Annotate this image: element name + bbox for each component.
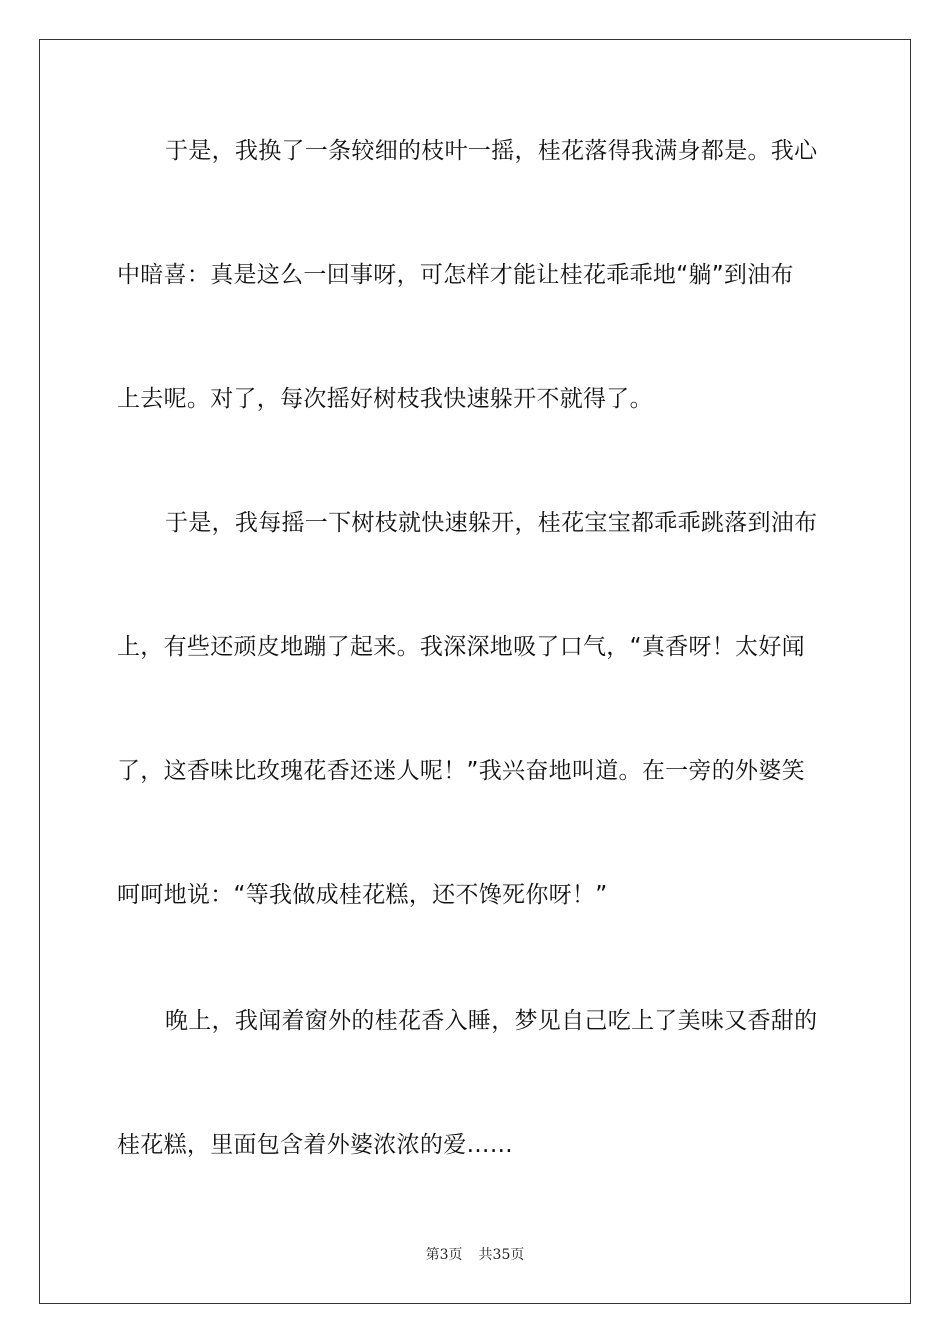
paragraph-line: 了，这香味比玫瑰花香还迷人呢！”我兴奋地叫道。在一旁的外婆笑 bbox=[117, 758, 805, 784]
paragraph-line: 于是，我每摇一下树枝就快速躲开，桂花宝宝都乖乖跳落到油布 bbox=[165, 510, 818, 536]
paragraph-line: 晚上，我闻着窗外的桂花香入睡，梦见自己吃上了美味又香甜的 bbox=[165, 1008, 818, 1034]
paragraph-line: 呵呵地说：“等我做成桂花糕，还不馋死你呀！” bbox=[117, 882, 608, 908]
page-frame bbox=[39, 39, 911, 1304]
page-total: 共35页 bbox=[478, 1247, 525, 1263]
page-number: 第3页 bbox=[425, 1247, 463, 1263]
paragraph-line: 上，有些还顽皮地蹦了起来。我深深地吸了口气，“真香呀！太好闻 bbox=[117, 634, 805, 660]
paragraph-line: 于是，我换了一条较细的枝叶一摇，桂花落得我满身都是。我心 bbox=[165, 138, 818, 164]
paragraph-line: 中暗喜：真是这么一回事呀，可怎样才能让桂花乖乖地“躺”到油布 bbox=[117, 262, 794, 288]
paragraph-line: 桂花糕，里面包含着外婆浓浓的爱…… bbox=[117, 1132, 514, 1158]
paragraph-line: 上去呢。对了，每次摇好树枝我快速躲开不就得了。 bbox=[117, 386, 653, 412]
page-footer bbox=[0, 1246, 950, 1264]
